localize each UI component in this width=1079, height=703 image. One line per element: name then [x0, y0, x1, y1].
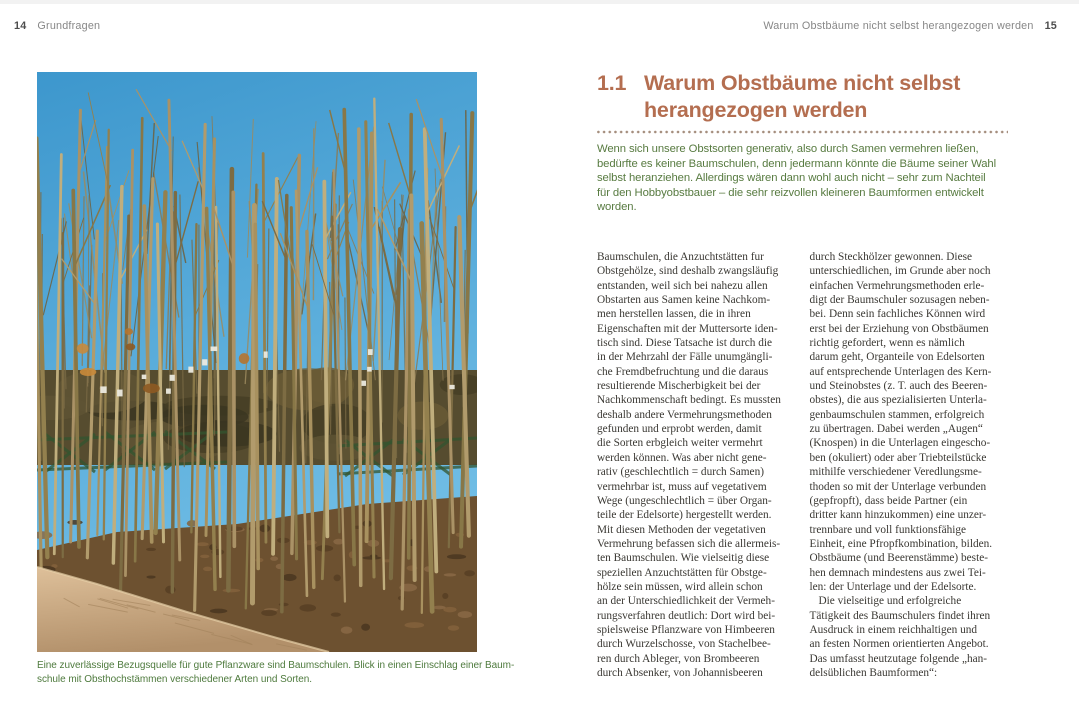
page-top-edge	[0, 0, 1079, 4]
intro-paragraph: Wenn sich unsere Obstsorten generativ, also durch Samen vermehren ließen, bedürfte es keiner Baumschulen, denn jedermann könnte die Bäume seiner Wahl selbst heranziehen. Allerdings wären dann wohl auch nicht – sehr zum Nachteil für den Hobbyobstbauer – die sehr reizvollen kleineren Baumformen entwickelt worden.	[597, 143, 997, 214]
running-head-right: Warum Obstbäume nicht selbst herangezogen werden	[763, 20, 1034, 32]
section-title	[644, 70, 960, 124]
page-number-right: 15	[1044, 20, 1057, 32]
page-number-left: 14	[14, 20, 27, 32]
body-column-left: Baumschulen, die Anzuchtstätten fur Obstgehölze, sind deshalb zwangsläufig entstanden, weil sich bei nahezu allen Obstarten aus Samen keine Nachkom- men herstellen lassen, die in ihren Eigenschaften mit der Muttersorte iden- tisch sind. Diese Tatsache ist durch die in der Mehrzahl der Fälle unumgängli- che Fremdbefruchtung und die daraus resultierende Mischerbigkeit bei der Nachkommenschaft bedingt. Es mussten deshalb andere Vermehrungsmethoden gefunden und erprobt werden, damit die Sorten erbgleich weiter vermehrt werden können. Was aber nicht gene- rativ (geschlechtlich = durch Samen) vermehrbar ist, muss auf vegetativem Wege (ungeschlechtlich = über Organ- teile der Edelsorte) hergestellt werden. Mit diesen Methoden der vegetativen Vermehrung befassen sich die allermeis- ten Baumschulen. Wie vielseitig diese speziellen Anzuchtstätten für Obstge- hölze sein müssen, wird allein schon an der Unterschiedlichkeit der Vermeh- rungsverfahren deutlich: Dort wird bei- spielsweise Pflanzware von Himbeeren durch Wurzelschosse, von Stachelbee- ren durch Ableger, von Brombeeren durch Absenker, von Johannisbeeren	[597, 251, 781, 679]
section-heading	[597, 70, 1027, 124]
body-columns	[597, 250, 1009, 680]
nursery-photo	[37, 72, 477, 652]
header-left	[14, 20, 100, 32]
running-head-left: Grundfragen	[37, 20, 101, 32]
section-title-line-2: herangezogen werden	[644, 98, 868, 122]
section-number: 1.1	[597, 71, 627, 95]
nursery-photo-svg	[37, 72, 477, 652]
photo-caption: Eine zuverlässige Bezugsquelle für gute Pflanzware sind Baumschulen. Blick in einen Einschlag einer Baum- schule mit Obsthochstämmen verschiedener Arten und Sorten.	[37, 660, 515, 685]
body-column-right: durch Steckhölzer gewonnen. Diese unterschiedlichen, im Grunde aber noch einfachen Vermehrungsmethoden erle- digt der Baumschuler sozusagen neben- bei. Denn sein fachliches Können wird erst bei der Erziehung von Obstbäumen richtig gefordert, wenn es nämlich darum geht, Organteile von Edelsorten auf entsprechende Unterlagen des Kern- und Steinobstes (z. T. auch des Beeren- obstes), die aus spezialisierten Unterla- genbaumschulen stammen, erfolgreich zu übertragen. Dabei werden „Augen“ (Knospen) in die Unterlagen eingescho- ben (okuliert) oder aber Triebteilstücke mithilfe verschiedener Veredlungsme- thoden so mit der Unterlage verbunden (gepfropft), dass beide Partner (ein dritter kann hinzukommen) eine unzer- trennbare und voll funktionsfähige Einheit, eine Pfropfkombination, bilden. Obstbäume (und Beerenstämme) beste- hen demnach mindestens aus zwei Tei- len: der Unterlage und der Edelsorte. Die vielseitige und erfolgreiche Tätigkeit des Baumschulers findet ihren Ausdruck in einem reichhaltigen und an festen Normen orientierten Angebot. Das umfasst heutzutage folgende „han- delsüblichen Baumformen“:	[809, 251, 993, 679]
dotted-divider	[597, 130, 1008, 134]
section-title-line-1: Warum Obstbäume nicht selbst	[644, 71, 961, 95]
header-right	[763, 20, 1057, 32]
